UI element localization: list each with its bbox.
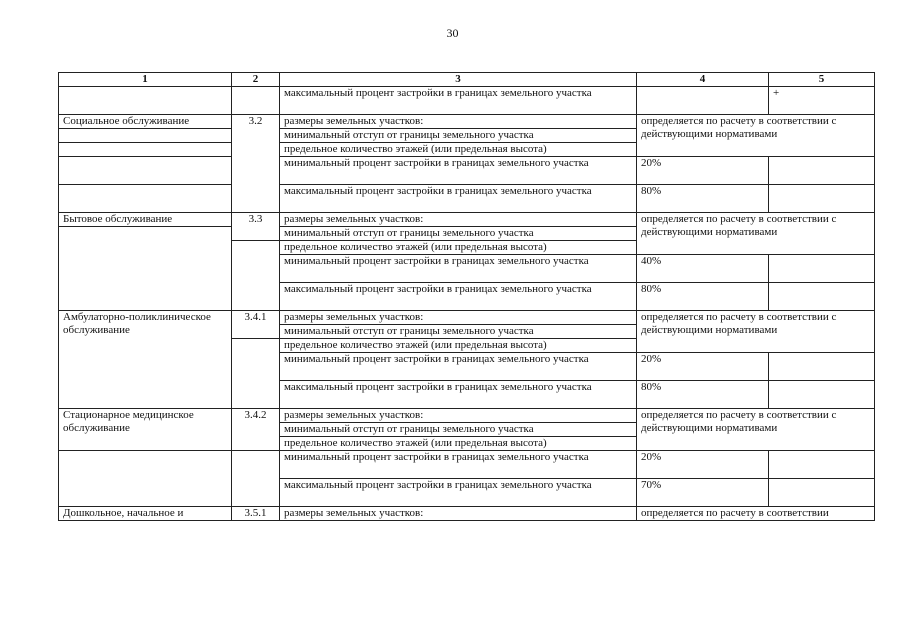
cell-name-empty: [59, 451, 232, 507]
header-col-2: 2: [232, 73, 280, 87]
section-code: 3.3: [232, 213, 280, 241]
cell-value: 40%: [637, 255, 769, 283]
table-row: [59, 409, 875, 423]
cell-param: размеры земельных участков:: [280, 311, 637, 325]
regulations-table: [58, 72, 875, 521]
table-row: [59, 451, 875, 479]
table-row: [59, 157, 875, 185]
cell-name-empty: [59, 185, 232, 213]
cell-param: максимальный процент застройки в границах земельного участка: [280, 87, 637, 115]
cell-param: размеры земельных участков:: [280, 115, 637, 129]
table-row: [59, 87, 875, 115]
cell-param: предельное количество этажей (или предельная высота): [280, 241, 637, 255]
cell-mark-empty: [769, 157, 875, 185]
cell-value: 70%: [637, 479, 769, 507]
table-row: [59, 213, 875, 227]
cell-value-empty: [637, 87, 769, 115]
cell-value: 20%: [637, 353, 769, 381]
cell-value: 80%: [637, 381, 769, 409]
cell-param: минимальный процент застройки в границах земельного участка: [280, 157, 637, 185]
cell-name-empty: [59, 227, 232, 311]
header-col-3: 3: [280, 73, 637, 87]
header-col-1: 1: [59, 73, 232, 87]
cell-name-empty: [59, 157, 232, 185]
cell-name-empty: [59, 87, 232, 115]
cell-name-empty: [59, 143, 232, 157]
cell-mark-empty: [769, 479, 875, 507]
cell-value: 20%: [637, 157, 769, 185]
cell-mark-empty: [769, 381, 875, 409]
cell-mark-empty: [769, 185, 875, 213]
section-code: 3.4.2: [232, 409, 280, 451]
section-name: Дошкольное, начальное и: [59, 507, 232, 521]
cell-code-empty: [232, 241, 280, 311]
cell-param: размеры земельных участков:: [280, 507, 637, 521]
cell-code-empty: [232, 451, 280, 507]
table-row: [59, 311, 875, 325]
cell-param: размеры земельных участков:: [280, 213, 637, 227]
cell-mark-empty: [769, 255, 875, 283]
section-code: 3.4.1: [232, 311, 280, 339]
cell-calc-note: определяется по расчету в соответствии с действующими нормативами: [637, 115, 875, 157]
header-col-5: 5: [769, 73, 875, 87]
section-name: Стационарное медицинское обслуживание: [59, 409, 232, 451]
page-number: 30: [446, 26, 459, 40]
cell-name-empty: [59, 129, 232, 143]
cell-param: минимальный процент застройки в границах земельного участка: [280, 353, 637, 381]
cell-param: минимальный отступ от границы земельного участка: [280, 325, 637, 339]
table-row: [59, 185, 875, 213]
cell-param: предельное количество этажей (или предельная высота): [280, 339, 637, 353]
header-row: [59, 73, 875, 87]
cell-mark-empty: [769, 451, 875, 479]
cell-param: предельное количество этажей (или предельная высота): [280, 143, 637, 157]
header-col-4: 4: [637, 73, 769, 87]
cell-param: минимальный отступ от границы земельного участка: [280, 423, 637, 437]
cell-param: максимальный процент застройки в границах земельного участка: [280, 479, 637, 507]
section-code: 3.2: [232, 115, 280, 213]
cell-value: 80%: [637, 185, 769, 213]
cell-param: минимальный процент застройки в границах земельного участка: [280, 451, 637, 479]
table-row: [59, 115, 875, 129]
cell-param: максимальный процент застройки в границах земельного участка: [280, 185, 637, 213]
cell-param: максимальный процент застройки в границах земельного участка: [280, 381, 637, 409]
section-name: Амбулаторно-поликлиническое обслуживание: [59, 311, 232, 409]
table-row: [59, 507, 875, 521]
cell-calc-note: определяется по расчету в соответствии с действующими нормативами: [637, 311, 875, 353]
cell-calc-note: определяется по расчету в соответствии с действующими нормативами: [637, 213, 875, 255]
cell-param: минимальный отступ от границы земельного участка: [280, 129, 637, 143]
cell-calc-note: определяется по расчету в соответствии с действующими нормативами: [637, 409, 875, 451]
cell-mark-empty: [769, 283, 875, 311]
cell-mark-empty: [769, 353, 875, 381]
cell-value: 20%: [637, 451, 769, 479]
cell-param: максимальный процент застройки в границах земельного участка: [280, 283, 637, 311]
cell-param: предельное количество этажей (или предельная высота): [280, 437, 637, 451]
cell-mark: +: [769, 87, 875, 115]
cell-calc-note: определяется по расчету в соответствии: [637, 507, 875, 521]
cell-code-empty: [232, 87, 280, 115]
cell-param: минимальный отступ от границы земельного участка: [280, 227, 637, 241]
cell-param: минимальный процент застройки в границах земельного участка: [280, 255, 637, 283]
cell-value: 80%: [637, 283, 769, 311]
cell-code-empty: [232, 339, 280, 409]
section-name: Социальное обслуживание: [59, 115, 232, 129]
cell-param: размеры земельных участков:: [280, 409, 637, 423]
section-name: Бытовое обслуживание: [59, 213, 232, 227]
section-code: 3.5.1: [232, 507, 280, 521]
